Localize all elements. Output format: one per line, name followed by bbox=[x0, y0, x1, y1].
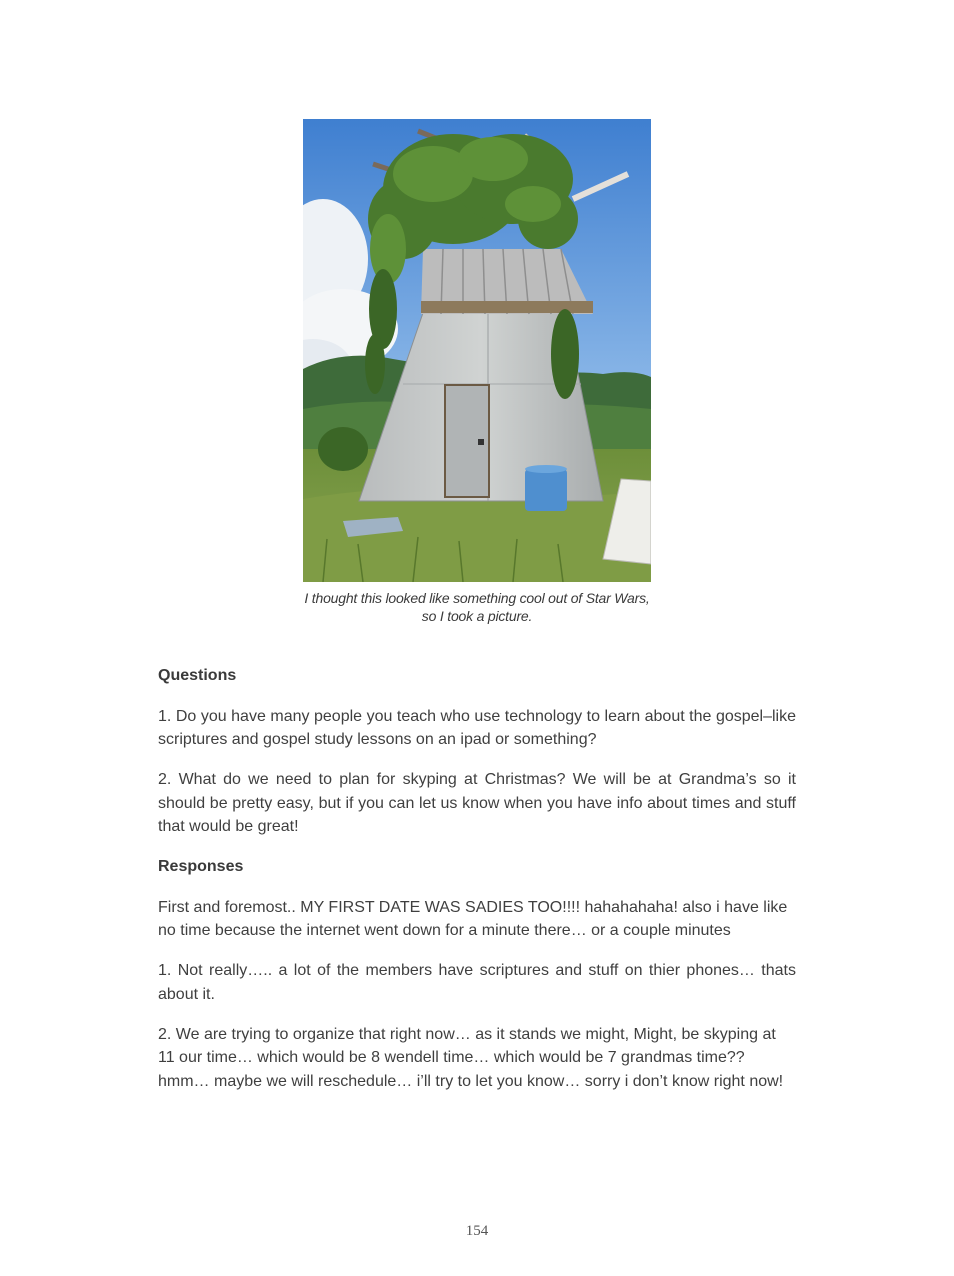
tower-photo bbox=[303, 119, 651, 582]
questions-heading: Questions bbox=[158, 667, 237, 684]
question-1: 1. Do you have many people you teach who use technology to learn about the gospel–like scriptures and gospel study lessons on an ipad or something? bbox=[158, 707, 796, 748]
caption-line-2: so I took a picture. bbox=[421, 608, 533, 624]
response-1: 1. Not really….. a lot of the members have scriptures and stuff on thier phones… thats about it. bbox=[158, 962, 796, 1003]
letter-body bbox=[158, 664, 796, 1110]
responses-heading: Responses bbox=[158, 858, 244, 875]
photo-caption bbox=[290, 589, 664, 625]
response-2: 2. We are trying to organize that right now… as it stands we might, Might, be skyping at 11 our time… which would be 8 wendell time… which would be 7 grandmas time?? hmm… maybe we will reschedule… i’ll try to let you know… sorry i don’t know right now! bbox=[158, 1025, 784, 1090]
response-intro: First and foremost.. MY FIRST DATE WAS SADIES TOO!!!! hahahahaha! also i have like no time because the internet went down for a minute there… or a couple minutes bbox=[158, 898, 788, 939]
question-2: 2. What do we need to plan for skyping at Christmas? We will be at Grandma’s so it should be pretty easy, but if you can let us know when you have info about times and stuff that would be great! bbox=[158, 771, 796, 835]
caption-line-1: I thought this looked like something cool out of Star Wars, bbox=[304, 590, 650, 606]
page-number: 154 bbox=[465, 1223, 489, 1239]
